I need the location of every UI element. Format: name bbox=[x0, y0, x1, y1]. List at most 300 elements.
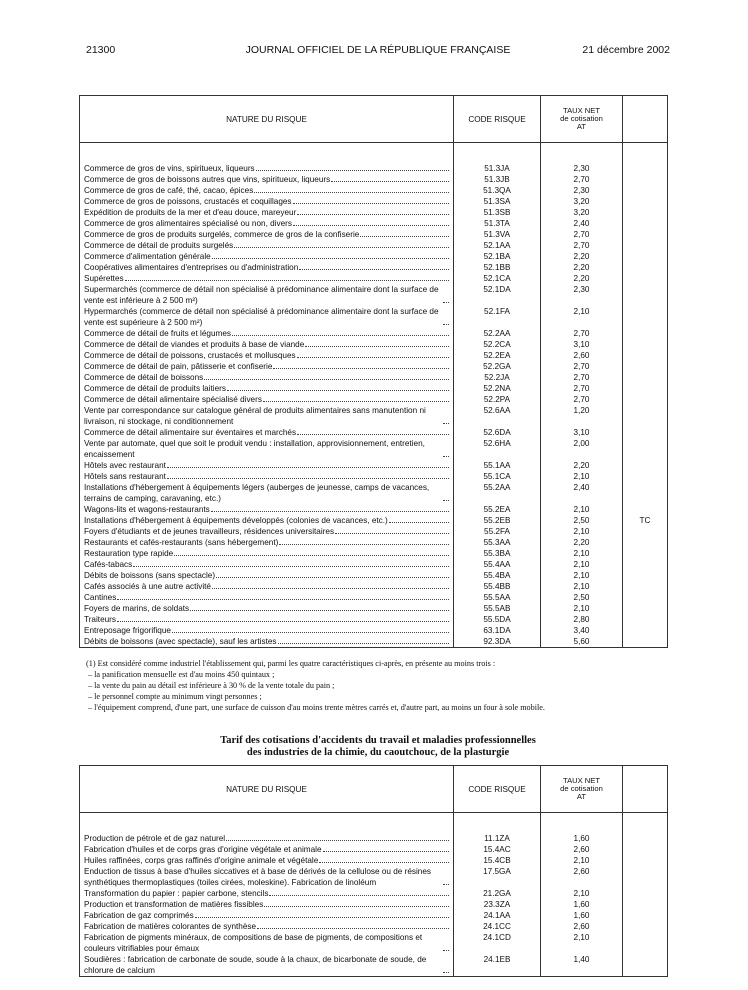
extra-cell bbox=[623, 910, 668, 921]
risk-nature-cell bbox=[80, 559, 454, 570]
extra-cell bbox=[623, 218, 668, 229]
risk-nature-text: Débits de boissons (avec spectacle), sauf les artistes bbox=[84, 637, 277, 646]
spacer-cell bbox=[80, 143, 454, 164]
rate-cell: 1,60 bbox=[541, 833, 623, 844]
risk-nature-cell bbox=[80, 614, 454, 625]
extra-cell bbox=[623, 350, 668, 361]
risk-nature-cell bbox=[80, 548, 454, 559]
table-row bbox=[80, 185, 668, 196]
dot-leader bbox=[167, 478, 449, 479]
rate-cell: 3,40 bbox=[541, 625, 623, 636]
dot-leader bbox=[227, 390, 449, 391]
risk-nature-text: Commerce de gros de poissons, crustacés et coquillages bbox=[84, 197, 292, 206]
risk-code-cell: 51.3TA bbox=[454, 218, 541, 229]
risk-nature-cell bbox=[80, 921, 454, 932]
risk-code-cell: 63.1DA bbox=[454, 625, 541, 636]
table-row bbox=[80, 910, 668, 921]
dot-leader bbox=[297, 434, 449, 435]
risk-nature-cell bbox=[80, 361, 454, 372]
rate-cell: 2,40 bbox=[541, 218, 623, 229]
table-row bbox=[80, 350, 668, 361]
risk-nature-cell bbox=[80, 218, 454, 229]
table-row bbox=[80, 207, 668, 218]
risk-nature-cell bbox=[80, 603, 454, 614]
risk-code-cell: 52.6HA bbox=[454, 438, 541, 460]
risk-nature-text: Huiles raffinées, corps gras raffinés d'origine animale et végétale bbox=[84, 856, 319, 865]
risk-nature-cell bbox=[80, 855, 454, 866]
dot-leader bbox=[443, 884, 449, 885]
risk-nature-cell bbox=[80, 383, 454, 394]
table-row bbox=[80, 482, 668, 504]
extra-cell bbox=[623, 240, 668, 251]
extra-cell bbox=[623, 614, 668, 625]
extra-cell bbox=[623, 932, 668, 954]
risk-nature-cell bbox=[80, 438, 454, 460]
extra-cell bbox=[623, 592, 668, 603]
table-row bbox=[80, 471, 668, 482]
risk-code-cell: 52.6DA bbox=[454, 427, 541, 438]
extra-cell bbox=[623, 174, 668, 185]
dot-leader bbox=[167, 467, 449, 468]
rate-cell: 2,60 bbox=[541, 350, 623, 361]
risk-nature-text: Commerce de gros alimentaires spécialisé ou non, divers bbox=[84, 219, 292, 228]
rate-cell: 3,10 bbox=[541, 339, 623, 350]
extra-cell bbox=[623, 537, 668, 548]
risk-nature-text: Fabrication d'huiles et de corps gras d'origine végétale et animale bbox=[84, 845, 322, 854]
risk-nature-cell bbox=[80, 482, 454, 504]
extra-cell: TC bbox=[623, 515, 668, 526]
risk-nature-cell bbox=[80, 625, 454, 636]
dot-leader bbox=[319, 862, 449, 863]
risk-nature-text: Foyers de marins, de soldats bbox=[84, 604, 190, 613]
rate-cell: 1,60 bbox=[541, 910, 623, 921]
dot-leader bbox=[211, 511, 449, 512]
footnote-line: (1) Est considéré comme industriel l'établissement qui, parmi les quatre caractéristiques ci-après, en présente au moins trois : bbox=[86, 659, 496, 668]
extra-cell bbox=[623, 570, 668, 581]
header-taux-net: TAUX NET de cotisation AT bbox=[541, 96, 623, 143]
risk-nature-cell bbox=[80, 339, 454, 350]
rate-cell: 1,20 bbox=[541, 405, 623, 427]
table-row bbox=[80, 526, 668, 537]
risk-nature-cell bbox=[80, 460, 454, 471]
rate-cell: 2,70 bbox=[541, 394, 623, 405]
extra-cell bbox=[623, 636, 668, 648]
rate-cell: 2,20 bbox=[541, 251, 623, 262]
extra-cell bbox=[623, 328, 668, 339]
table-row bbox=[80, 405, 668, 427]
rate-cell: 2,00 bbox=[541, 438, 623, 460]
extra-cell bbox=[623, 383, 668, 394]
risk-nature-cell bbox=[80, 284, 454, 306]
dot-leader bbox=[264, 906, 449, 907]
rate-cell: 2,60 bbox=[541, 921, 623, 932]
extra-cell bbox=[623, 504, 668, 515]
risk-code-cell: 15.4AC bbox=[454, 844, 541, 855]
risk-code-cell: 52.2NA bbox=[454, 383, 541, 394]
extra-cell bbox=[623, 405, 668, 427]
risk-nature-text: Supermarchés (commerce de détail non spécialisé à prédominance alimentaire dont la surface de vente est inférieure à 2 500 m²) bbox=[84, 285, 439, 305]
risk-nature-text: Commerce de détail alimentaire spécialisé divers bbox=[84, 395, 262, 404]
dot-leader bbox=[263, 401, 449, 402]
table-row bbox=[80, 921, 668, 932]
risk-code-cell: 24.1CD bbox=[454, 932, 541, 954]
risk-code-cell: 55.4BA bbox=[454, 570, 541, 581]
dot-leader bbox=[133, 566, 449, 567]
risk-nature-text: Commerce de gros de produits surgelés, commerce de gros de la confiserie bbox=[84, 230, 360, 239]
risk-nature-cell bbox=[80, 207, 454, 218]
risk-nature-text: Installations d'hébergement à équipements légers (auberges de jeunesse, camps de vacances, terrains de camping, caravaning, etc.) bbox=[84, 483, 430, 503]
dot-leader bbox=[293, 203, 449, 204]
table-row bbox=[80, 866, 668, 888]
risk-nature-text: Enduction de tissus à base d'huiles siccatives et à base de dérivés de la cellulose ou de résines synthétiques thermoplastiques (toiles cirées, moleskine). Fabrication de linoléum bbox=[84, 867, 432, 887]
rate-cell: 2,20 bbox=[541, 537, 623, 548]
risk-code-cell: 55.5AB bbox=[454, 603, 541, 614]
table-row bbox=[80, 438, 668, 460]
footnote-line: – la vente du pain au détail est inférieure à 30 % de la vente totale du pain ; bbox=[88, 681, 335, 690]
header-code-risque: CODE RISQUE bbox=[454, 766, 541, 813]
risk-code-cell: 55.3AA bbox=[454, 537, 541, 548]
table-row bbox=[80, 163, 668, 174]
risk-code-cell: 52.2JA bbox=[454, 372, 541, 383]
risk-code-cell: 55.2EA bbox=[454, 504, 541, 515]
rate-cell: 2,10 bbox=[541, 581, 623, 592]
rate-cell: 2,30 bbox=[541, 163, 623, 174]
extra-cell bbox=[623, 888, 668, 899]
extra-cell bbox=[623, 471, 668, 482]
spacer-cell bbox=[454, 143, 541, 164]
risk-nature-cell bbox=[80, 306, 454, 328]
rate-cell: 2,70 bbox=[541, 229, 623, 240]
rate-cell: 2,10 bbox=[541, 570, 623, 581]
dot-leader bbox=[212, 258, 449, 259]
risk-code-cell: 55.2AA bbox=[454, 482, 541, 504]
table-row bbox=[80, 603, 668, 614]
risk-code-cell: 55.5AA bbox=[454, 592, 541, 603]
risk-nature-text: Supérettes bbox=[84, 274, 124, 283]
footnote bbox=[86, 658, 686, 713]
risk-nature-text: Commerce d'alimentation générale bbox=[84, 252, 211, 261]
extra-cell bbox=[623, 833, 668, 844]
rate-cell: 2,10 bbox=[541, 855, 623, 866]
risk-nature-text: Fabrication de gaz comprimés bbox=[84, 911, 194, 920]
dot-leader bbox=[443, 302, 449, 303]
risk-nature-cell bbox=[80, 372, 454, 383]
table-row bbox=[80, 581, 668, 592]
extra-cell bbox=[623, 262, 668, 273]
risk-nature-text: Production et transformation de matières fissibles bbox=[84, 900, 264, 909]
dot-leader bbox=[232, 335, 449, 336]
spacer-cell bbox=[541, 813, 623, 834]
rate-cell: 2,10 bbox=[541, 548, 623, 559]
risk-nature-cell bbox=[80, 262, 454, 273]
table-row bbox=[80, 833, 668, 844]
risk-nature-text: Restaurants et cafés-restaurants (sans hébergement) bbox=[84, 538, 279, 547]
risk-nature-cell bbox=[80, 174, 454, 185]
risk-nature-text: Hypermarchés (commerce de détail non spécialisé à prédominance alimentaire dont la surface de vente est supérieure à 2 500 m²) bbox=[84, 307, 439, 327]
risk-nature-cell bbox=[80, 163, 454, 174]
table-row bbox=[80, 394, 668, 405]
risk-nature-text: Entreposage frigorifique bbox=[84, 626, 171, 635]
risk-code-cell: 24.1AA bbox=[454, 910, 541, 921]
table-row bbox=[80, 218, 668, 229]
risk-nature-cell bbox=[80, 515, 454, 526]
dot-leader bbox=[256, 170, 449, 171]
dot-leader bbox=[279, 544, 449, 545]
table-row bbox=[80, 855, 668, 866]
risk-nature-cell bbox=[80, 636, 454, 648]
risk-nature-text: Foyers d'étudiants et de jeunes travailleurs, résidences universitaires bbox=[84, 527, 335, 536]
spacer-cell bbox=[623, 143, 668, 164]
risk-nature-text: Cafés associés à une autre activité bbox=[84, 582, 211, 591]
journal-title: JOURNAL OFFICIEL DE LA RÉPUBLIQUE FRANÇAISE bbox=[245, 44, 511, 56]
risk-code-cell: 51.3JB bbox=[454, 174, 541, 185]
header-blank bbox=[623, 766, 668, 813]
risk-code-cell: 92.3DA bbox=[454, 636, 541, 648]
spacer-cell bbox=[454, 813, 541, 834]
risk-code-cell: 51.3QA bbox=[454, 185, 541, 196]
risk-nature-cell bbox=[80, 526, 454, 537]
risk-nature-text: Vente par automate, quel que soit le produit vendu : installation, approvisionnement, entretien, encaissement bbox=[84, 439, 425, 459]
dot-leader bbox=[273, 368, 449, 369]
table-row bbox=[80, 262, 668, 273]
dot-leader bbox=[204, 379, 449, 380]
dot-leader bbox=[254, 192, 449, 193]
risk-nature-cell bbox=[80, 240, 454, 251]
risk-nature-text: Installations d'hébergement à équipements développés (colonies de vacances, etc.) bbox=[84, 516, 388, 525]
extra-cell bbox=[623, 921, 668, 932]
risk-nature-text: Hôtels avec restaurant bbox=[84, 461, 166, 470]
extra-cell bbox=[623, 460, 668, 471]
rate-cell: 1,40 bbox=[541, 954, 623, 977]
risk-nature-text: Soudières : fabrication de carbonate de soude, soude à la chaux, de bicarbonate de soude, de chlorure de calcium bbox=[84, 955, 427, 975]
risk-nature-text: Coopératives alimentaires d'entreprises ou d'administration bbox=[84, 263, 299, 272]
extra-cell bbox=[623, 844, 668, 855]
risk-nature-text: Traiteurs bbox=[84, 615, 116, 624]
rate-cell: 2,70 bbox=[541, 174, 623, 185]
rate-cell: 2,10 bbox=[541, 471, 623, 482]
dot-leader bbox=[117, 599, 449, 600]
risk-nature-text: Expédition de produits de la mer et d'eau douce, mareyeur bbox=[84, 208, 297, 217]
risk-nature-cell bbox=[80, 833, 454, 844]
risk-nature-text: Wagons-lits et wagons-restaurants bbox=[84, 505, 210, 514]
risk-nature-text: Commerce de détail de fruits et légumes bbox=[84, 329, 231, 338]
risk-nature-text: Fabrication de matières colorantes de synthèse bbox=[84, 922, 257, 931]
extra-cell bbox=[623, 954, 668, 977]
extra-cell bbox=[623, 526, 668, 537]
dot-leader bbox=[190, 610, 449, 611]
extra-cell bbox=[623, 581, 668, 592]
rate-cell: 5,60 bbox=[541, 636, 623, 648]
dot-leader bbox=[293, 225, 449, 226]
risk-nature-cell bbox=[80, 504, 454, 515]
section-title: Tarif des cotisations d'accidents du travail et maladies professionnelles des industries de la chimie, du caoutchouc, de la plasturgie bbox=[220, 735, 536, 758]
risk-rate-table-chemistry bbox=[79, 765, 668, 977]
risk-code-cell: 52.1DA bbox=[454, 284, 541, 306]
risk-code-cell: 23.3ZA bbox=[454, 899, 541, 910]
extra-cell bbox=[623, 361, 668, 372]
risk-code-cell: 24.1EB bbox=[454, 954, 541, 977]
risk-code-cell: 52.1CA bbox=[454, 273, 541, 284]
table-row bbox=[80, 174, 668, 185]
risk-nature-text: Transformation du papier : papier carbone, stencils bbox=[84, 889, 269, 898]
dot-leader bbox=[278, 643, 450, 644]
table-row bbox=[80, 515, 668, 526]
risk-nature-text: Hôtels sans restaurant bbox=[84, 472, 166, 481]
rate-cell: 2,10 bbox=[541, 504, 623, 515]
dot-leader bbox=[226, 840, 449, 841]
dot-leader bbox=[443, 950, 449, 951]
risk-code-cell: 11.1ZA bbox=[454, 833, 541, 844]
table-row bbox=[80, 888, 668, 899]
extra-cell bbox=[623, 899, 668, 910]
risk-code-cell: 52.2CA bbox=[454, 339, 541, 350]
risk-code-cell: 15.4CB bbox=[454, 855, 541, 866]
dot-leader bbox=[443, 500, 449, 501]
risk-nature-cell bbox=[80, 888, 454, 899]
table-row bbox=[80, 427, 668, 438]
dot-leader bbox=[443, 972, 449, 973]
dot-leader bbox=[234, 247, 449, 248]
risk-code-cell: 52.6AA bbox=[454, 405, 541, 427]
risk-nature-text: Fabrication de pigments minéraux, de compositions de base de pigments, de compositions et couleurs vitrifiables pour émaux bbox=[84, 933, 423, 953]
risk-code-cell: 51.3VA bbox=[454, 229, 541, 240]
risk-nature-cell bbox=[80, 185, 454, 196]
risk-nature-text: Vente par correspondance sur catalogue général de produits alimentaires sans manutention ni livraison, ni stockage, ni conditionnement bbox=[84, 406, 426, 426]
risk-nature-text: Cantines bbox=[84, 593, 117, 602]
risk-nature-text: Débits de boissons (sans spectacle) bbox=[84, 571, 216, 580]
risk-code-cell: 55.1CA bbox=[454, 471, 541, 482]
dot-leader bbox=[125, 280, 449, 281]
dot-leader bbox=[331, 181, 449, 182]
table-row bbox=[80, 592, 668, 603]
risk-nature-cell bbox=[80, 405, 454, 427]
risk-code-cell: 52.2GA bbox=[454, 361, 541, 372]
risk-nature-cell bbox=[80, 592, 454, 603]
risk-code-cell: 24.1CC bbox=[454, 921, 541, 932]
dot-leader bbox=[305, 346, 449, 347]
dot-leader bbox=[297, 357, 449, 358]
extra-cell bbox=[623, 229, 668, 240]
dot-leader bbox=[174, 555, 449, 556]
header-blank bbox=[623, 96, 668, 143]
risk-code-cell: 51.3SB bbox=[454, 207, 541, 218]
table-row bbox=[80, 559, 668, 570]
risk-nature-text: Production de pétrole et de gaz naturel bbox=[84, 834, 226, 843]
risk-code-cell: 55.3BA bbox=[454, 548, 541, 559]
table-row bbox=[80, 504, 668, 515]
extra-cell bbox=[623, 339, 668, 350]
footnote-line: – la panification mensuelle est d'au moins 450 quintaux ; bbox=[88, 670, 275, 679]
risk-nature-cell bbox=[80, 251, 454, 262]
risk-code-cell: 17.5GA bbox=[454, 866, 541, 888]
extra-cell bbox=[623, 207, 668, 218]
extra-cell bbox=[623, 548, 668, 559]
extra-cell bbox=[623, 251, 668, 262]
dot-leader bbox=[299, 269, 449, 270]
rate-cell: 3,20 bbox=[541, 196, 623, 207]
header-code-risque: CODE RISQUE bbox=[454, 96, 541, 143]
risk-nature-cell bbox=[80, 954, 454, 977]
dot-leader bbox=[172, 632, 449, 633]
risk-nature-text: Commerce de détail de pain, pâtisserie et confiserie bbox=[84, 362, 273, 371]
rate-cell: 2,50 bbox=[541, 515, 623, 526]
rate-cell: 2,60 bbox=[541, 866, 623, 888]
risk-code-cell: 52.1BB bbox=[454, 262, 541, 273]
table-row bbox=[80, 372, 668, 383]
rate-cell: 3,20 bbox=[541, 207, 623, 218]
rate-cell: 3,10 bbox=[541, 427, 623, 438]
risk-nature-text: Commerce de détail de poissons, crustacés et mollusques bbox=[84, 351, 296, 360]
dot-leader bbox=[117, 621, 449, 622]
risk-rate-table-commerce bbox=[79, 95, 668, 648]
risk-nature-text: Commerce de détail de viandes et produits à base de viande bbox=[84, 340, 305, 349]
table-row bbox=[80, 899, 668, 910]
rate-cell: 2,20 bbox=[541, 273, 623, 284]
extra-cell bbox=[623, 372, 668, 383]
risk-code-cell: 51.3SA bbox=[454, 196, 541, 207]
extra-cell bbox=[623, 185, 668, 196]
risk-code-cell: 55.1AA bbox=[454, 460, 541, 471]
header-nature-du-risque: NATURE DU RISQUE bbox=[80, 766, 454, 813]
table-row bbox=[80, 273, 668, 284]
spacer-cell bbox=[80, 813, 454, 834]
risk-nature-cell bbox=[80, 471, 454, 482]
risk-code-cell: 52.1BA bbox=[454, 251, 541, 262]
rate-cell: 2,70 bbox=[541, 328, 623, 339]
dot-leader bbox=[216, 577, 449, 578]
rate-cell: 2,70 bbox=[541, 383, 623, 394]
table-row bbox=[80, 383, 668, 394]
dot-leader bbox=[389, 522, 449, 523]
extra-cell bbox=[623, 855, 668, 866]
table-row bbox=[80, 954, 668, 977]
table-row bbox=[80, 844, 668, 855]
risk-nature-text: Restauration type rapide bbox=[84, 549, 174, 558]
dot-leader bbox=[443, 456, 449, 457]
rate-cell: 2,50 bbox=[541, 592, 623, 603]
dot-leader bbox=[360, 236, 449, 237]
rate-cell: 2,10 bbox=[541, 932, 623, 954]
risk-nature-text: Commerce de gros de vins, spiritueux, liqueurs bbox=[84, 164, 255, 173]
dot-leader bbox=[195, 917, 449, 918]
extra-cell bbox=[623, 163, 668, 174]
risk-code-cell: 51.3JA bbox=[454, 163, 541, 174]
extra-cell bbox=[623, 559, 668, 570]
spacer-cell bbox=[541, 143, 623, 164]
extra-cell bbox=[623, 196, 668, 207]
table-row bbox=[80, 306, 668, 328]
risk-code-cell: 55.4AA bbox=[454, 559, 541, 570]
risk-code-cell: 52.1FA bbox=[454, 306, 541, 328]
spacer-cell bbox=[623, 813, 668, 834]
extra-cell bbox=[623, 394, 668, 405]
table-row bbox=[80, 240, 668, 251]
table-row bbox=[80, 229, 668, 240]
extra-cell bbox=[623, 306, 668, 328]
rate-cell: 2,10 bbox=[541, 888, 623, 899]
risk-nature-cell bbox=[80, 899, 454, 910]
table-row bbox=[80, 537, 668, 548]
risk-code-cell: 55.5DA bbox=[454, 614, 541, 625]
risk-code-cell: 55.4BB bbox=[454, 581, 541, 592]
rate-cell: 2,20 bbox=[541, 460, 623, 471]
dot-leader bbox=[335, 533, 449, 534]
table-row bbox=[80, 636, 668, 648]
risk-nature-text: Commerce de détail de produits surgelés bbox=[84, 241, 234, 250]
dot-leader bbox=[297, 214, 449, 215]
rate-cell: 2,60 bbox=[541, 844, 623, 855]
table-row bbox=[80, 328, 668, 339]
